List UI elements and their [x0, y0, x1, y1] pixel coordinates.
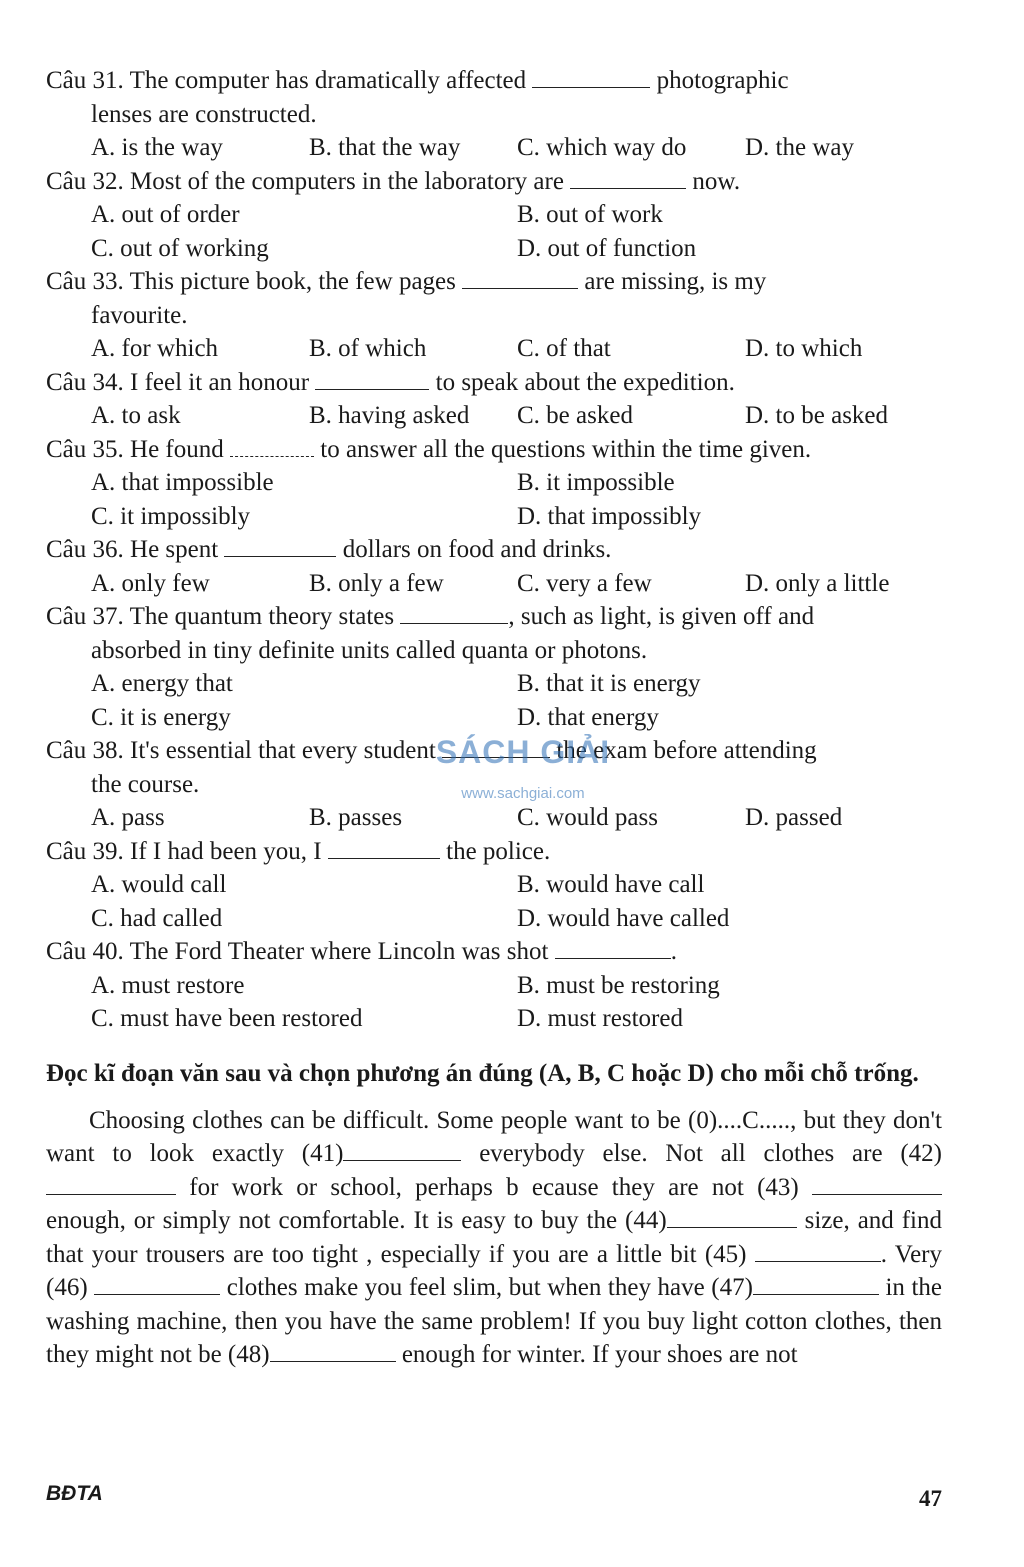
passage-text: enough, or simply not comfortable. It is easy to buy the (44) — [46, 1207, 667, 1234]
options-32-row2 — [46, 232, 942, 266]
watermark-url: www.sachgiai.com — [461, 785, 585, 802]
answer-blank — [224, 534, 336, 557]
question-continuation: absorbed in tiny definite units called quanta or photons. — [91, 636, 648, 664]
option-b: B. only a few — [309, 569, 444, 597]
blank-46 — [94, 1272, 220, 1295]
question-stem-end: , such as light, is given off and — [508, 603, 815, 630]
footer-label: BĐTA — [46, 1482, 103, 1505]
passage-text: Choosing clothes can be difficult. Some people want to be (0)....C....., but they don't want to look exactly (41) — [46, 1106, 942, 1167]
option-d: D. passed — [745, 804, 843, 831]
reading-passage — [46, 1104, 942, 1372]
document-page — [46, 64, 942, 1372]
answer-blank — [442, 735, 550, 758]
question-stem-end: now. — [692, 167, 741, 195]
option-a: A. for which — [91, 335, 219, 362]
blank-42 — [46, 1172, 176, 1195]
question-stem: Câu 40. The Ford Theater where Lincoln was shot — [46, 938, 549, 965]
option-b: B. of which — [309, 335, 427, 362]
blank-43 — [812, 1172, 942, 1195]
option-d: D. to which — [745, 335, 863, 362]
options-38 — [46, 801, 942, 835]
option-c: C. would pass — [517, 804, 658, 831]
passage-text: in the washing machine, then you have the same problem! If you buy light cotton clothes, then they might not be (48) — [46, 1274, 942, 1368]
question-37 — [46, 600, 942, 667]
option-a: A. pass — [91, 804, 165, 831]
question-continuation: lenses are constructed. — [91, 100, 317, 128]
question-36 — [46, 533, 942, 567]
watermark-logo: SÁCH GIẢI — [435, 734, 611, 770]
options-40-row1 — [46, 969, 942, 1003]
options-31 — [46, 131, 942, 165]
option-d: D. only a little — [745, 569, 890, 597]
passage-text: enough for winter. If your shoes are not — [395, 1341, 798, 1368]
option-c: C. it impossibly — [91, 502, 251, 530]
options-33 — [46, 332, 942, 366]
passage-text: for work or school, perhaps b ecause they are not (43) — [176, 1173, 812, 1201]
option-d: D. out of function — [517, 234, 697, 262]
option-b: B. passes — [309, 804, 403, 831]
question-stem: Câu 36. He spent — [46, 536, 219, 563]
question-32 — [46, 165, 942, 199]
option-c: C. very a few — [517, 569, 652, 597]
page-number: 47 — [919, 1486, 942, 1511]
question-stem-end: dollars on food and drinks. — [342, 536, 612, 563]
option-a: A. would call — [91, 871, 227, 898]
option-d: D. the way — [745, 134, 854, 161]
options-39-row2 — [46, 902, 942, 936]
option-a: A. to ask — [91, 402, 181, 429]
question-40 — [46, 935, 942, 969]
question-stem-end: . — [670, 938, 677, 965]
option-b: B. must be restoring — [517, 971, 720, 999]
option-c: C. out of working — [91, 234, 269, 262]
section-heading: Đọc kĩ đoạn văn sau và chọn phương án đúng (A, B, C hoặc D) cho mỗi chỗ trống. — [46, 1059, 919, 1087]
options-36 — [46, 567, 942, 601]
options-37-row1 — [46, 667, 942, 701]
question-continuation: the course. — [91, 770, 200, 798]
option-d: D. to be asked — [745, 402, 889, 429]
question-stem-end: to speak about the expedition. — [435, 368, 735, 396]
answer-blank — [230, 434, 314, 457]
option-b: B. would have call — [517, 871, 705, 898]
answer-blank — [315, 367, 429, 390]
question-stem: Câu 34. I feel it an honour — [46, 368, 310, 396]
options-32-row1 — [46, 198, 942, 232]
option-d: D. that energy — [517, 703, 659, 731]
option-b: B. that it is energy — [517, 670, 701, 697]
option-c: C. must have been restored — [91, 1005, 363, 1032]
answer-blank — [462, 266, 578, 289]
blank-45 — [755, 1239, 881, 1262]
options-40-row2 — [46, 1002, 942, 1036]
blank-41 — [343, 1138, 461, 1161]
question-stem: Câu 37. The quantum theory states — [46, 603, 395, 630]
question-39 — [46, 835, 942, 869]
question-stem-end: photographic — [656, 67, 789, 94]
question-stem-end: the exam before attending — [556, 737, 817, 764]
question-stem: Câu 31. The computer has dramatically affected — [46, 67, 527, 94]
options-35-row1 — [46, 466, 942, 500]
question-stem-end: to answer all the questions within the time given. — [320, 435, 812, 463]
option-b: B. having asked — [309, 402, 470, 429]
answer-blank — [328, 836, 440, 859]
option-a: A. is the way — [91, 134, 223, 161]
answer-blank — [532, 65, 650, 88]
option-c: C. had called — [91, 904, 223, 932]
option-c: C. it is energy — [91, 703, 231, 731]
question-stem-end: are missing, is my — [584, 268, 767, 295]
option-d: D. would have called — [517, 904, 730, 932]
question-34 — [46, 366, 942, 400]
question-stem: Câu 32. Most of the computers in the laboratory are — [46, 167, 564, 195]
question-stem-end: the police. — [446, 837, 551, 865]
option-a: A. must restore — [91, 971, 245, 999]
options-39-row1 — [46, 868, 942, 902]
question-continuation: favourite. — [91, 301, 188, 329]
answer-blank — [400, 601, 508, 624]
passage-text: size, and find that your trousers are too tight , especially if you are a little bit (45) — [46, 1207, 943, 1268]
passage-text: everybody else. Not all clothes are (42) — [461, 1140, 942, 1167]
option-c: C. of that — [517, 335, 611, 362]
question-stem: Câu 39. If I had been you, I — [46, 837, 322, 865]
question-stem: Câu 33. This picture book, the few pages — [46, 268, 456, 295]
options-35-row2 — [46, 500, 942, 534]
passage-text: . Very (46) — [46, 1240, 942, 1301]
passage-text: clothes make you feel slim, but when they have (47) — [220, 1274, 753, 1301]
options-37-row2 — [46, 701, 942, 735]
answer-blank — [555, 936, 671, 959]
option-b: B. it impossible — [517, 469, 675, 496]
option-c: C. which way do — [517, 134, 687, 161]
option-d: D. must restored — [517, 1005, 683, 1032]
answer-blank — [570, 166, 686, 189]
option-b: B. out of work — [517, 201, 663, 228]
option-a: A. only few — [91, 569, 210, 597]
blank-44 — [667, 1205, 797, 1228]
question-38 — [46, 734, 942, 801]
option-b: B. that the way — [309, 134, 461, 161]
question-stem: Câu 38. It's essential that every student — [46, 737, 436, 764]
question-stem: Câu 35. He found — [46, 435, 224, 463]
question-33 — [46, 265, 942, 332]
option-a: A. that impossible — [91, 469, 274, 496]
question-31 — [46, 64, 942, 131]
blank-48 — [270, 1339, 396, 1362]
option-a: A. out of order — [91, 201, 240, 228]
question-35 — [46, 433, 942, 467]
blank-47 — [753, 1272, 879, 1295]
option-c: C. be asked — [517, 402, 633, 429]
options-34 — [46, 399, 942, 433]
option-a: A. energy that — [91, 670, 233, 697]
option-d: D. that impossibly — [517, 502, 702, 530]
